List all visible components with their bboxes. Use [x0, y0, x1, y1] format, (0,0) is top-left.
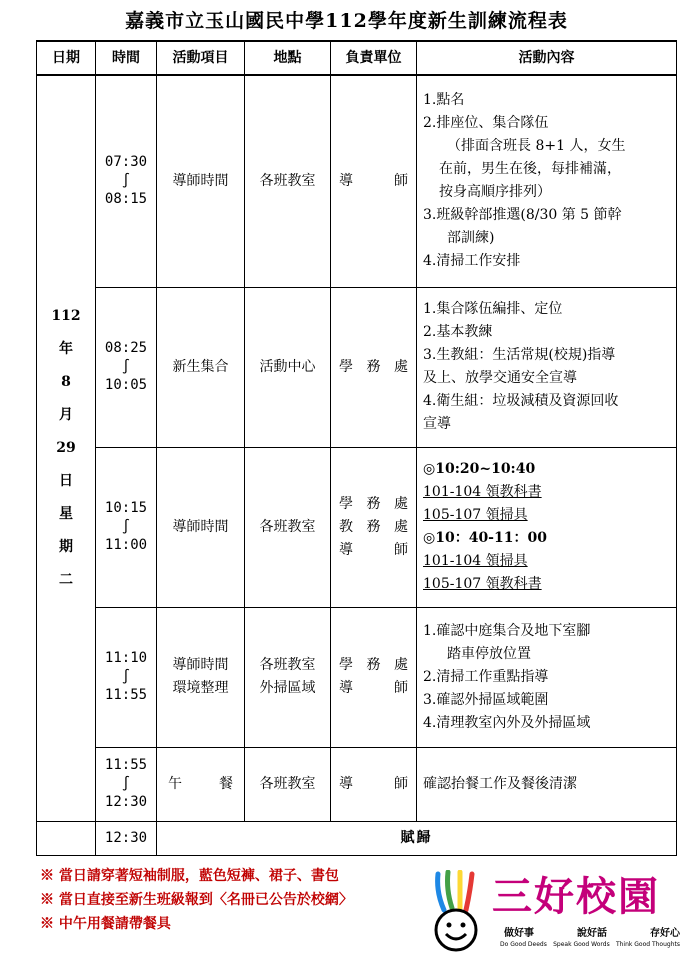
unit-cell — [331, 447, 417, 607]
date-day: 29 — [56, 439, 76, 456]
date-year: 112 — [51, 307, 81, 324]
place-text: 活動中心 — [259, 358, 316, 375]
place-text: 各班教室 — [259, 775, 316, 792]
unit-char: 導 — [339, 172, 353, 189]
content-cell — [417, 75, 677, 287]
table-row — [37, 447, 677, 607]
unit-line — [339, 677, 408, 700]
unit-char: 學 — [339, 358, 353, 375]
content-line: 101-104 領掃具 — [423, 553, 528, 569]
time-end: 12:30 — [104, 794, 148, 810]
notes — [40, 864, 420, 936]
content-cell — [417, 447, 677, 607]
time-cell — [96, 747, 157, 821]
content-line: 101-104 領教科書 — [423, 484, 542, 500]
activity-char: 餐 — [219, 775, 233, 792]
activity-text: 導師時間 — [172, 657, 229, 673]
content-line: 2.排座位、集合隊伍 — [423, 115, 549, 132]
content-line: 3.班級幹部推選(8/30 第 5 節幹 — [423, 207, 622, 224]
motto-en-3: Think Good Thoughts — [615, 941, 680, 948]
content-line: 1.點名 — [423, 92, 465, 109]
time-range-symbol: ∫ — [121, 776, 131, 792]
motto-3: 存好心 — [650, 928, 680, 939]
unit-char: 師 — [394, 541, 408, 558]
unit-char: 務 — [366, 657, 381, 673]
unit-line — [339, 516, 408, 539]
smiley-face-icon — [436, 910, 476, 950]
time-end: 11:00 — [104, 537, 148, 553]
unit-char: 師 — [394, 172, 408, 189]
table-row — [37, 75, 677, 287]
content-line: 4.清掃工作安排 — [423, 253, 521, 270]
time-end: 11:55 — [104, 687, 148, 703]
content-line: 及上、放學交通安全宣導 — [423, 370, 577, 386]
activity-cell — [157, 447, 245, 607]
content-line: 4.衛生組：垃圾減積及資源回收 — [423, 393, 619, 409]
header-unit: 負責單位 — [331, 41, 417, 75]
unit-char: 處 — [394, 495, 408, 512]
content-line: 1.確認中庭集合及地下室腳 — [423, 622, 591, 639]
weekday-value: 二 — [59, 571, 73, 588]
time-start: 10:15 — [104, 500, 148, 516]
content-line: 在前，男生在後，每排補滿， — [439, 161, 621, 178]
place-cell — [245, 75, 331, 287]
content-line: 4.清理教室內外及外掃區域 — [423, 714, 591, 731]
unit-char: 教 — [339, 518, 353, 535]
time-end: 10:05 — [104, 377, 148, 393]
content-line: 按身高順序排列） — [439, 184, 551, 201]
activity-cell — [157, 747, 245, 821]
time-cell — [96, 607, 157, 747]
content-line: （排面含班長 8+1 人，女生 — [447, 138, 626, 155]
place-cell — [245, 607, 331, 747]
motto-en-2: Speak Good Words — [553, 941, 610, 948]
time-range-symbol: ∫ — [121, 669, 131, 685]
content-line: 部訓練) — [447, 230, 495, 247]
unit-line — [339, 773, 408, 796]
logo-text: 三好校園 — [492, 873, 660, 920]
empty-date-cell — [37, 821, 96, 855]
final-time-cell: 12:30 — [96, 821, 157, 855]
unit-line — [339, 356, 408, 379]
header-place: 地點 — [245, 41, 331, 75]
unit-line — [339, 493, 408, 516]
activity-text: 導師時間 — [172, 172, 229, 189]
content-line: 確認抬餐工作及餐後清潔 — [423, 775, 577, 792]
motto-en-1: Do Good Deeds — [500, 941, 547, 948]
unit-char: 務 — [366, 495, 381, 512]
unit-char: 導 — [339, 680, 353, 696]
three-good-campus-logo — [430, 870, 680, 954]
header-content: 活動內容 — [417, 41, 677, 75]
unit-char: 師 — [394, 775, 408, 792]
date-day-label: 日 — [59, 472, 73, 489]
unit-cell — [331, 607, 417, 747]
content-line: 踏車停放位置 — [447, 645, 531, 662]
unit-line — [339, 654, 408, 677]
time-start: 07:30 — [104, 154, 148, 171]
unit-line — [339, 170, 408, 193]
header-activity: 活動項目 — [157, 41, 245, 75]
unit-cell — [331, 287, 417, 447]
date-year-label: 年 — [59, 340, 73, 357]
page-title: 嘉義市立玉山國民中學112學年度新生訓練流程表 — [125, 10, 568, 32]
activity-text: 新生集合 — [172, 358, 229, 375]
unit-char: 導 — [339, 541, 353, 558]
time-start: 11:55 — [104, 757, 148, 773]
content-line: 1.集合隊伍編排、定位 — [423, 301, 563, 317]
motto-1: 做好事 — [504, 928, 534, 939]
place-text: 外掃區域 — [259, 680, 316, 696]
time-range-symbol: ∫ — [121, 359, 131, 375]
place-text: 各班教室 — [259, 172, 316, 189]
ear-blue-icon — [438, 874, 444, 910]
date-month-label: 月 — [59, 406, 73, 423]
time-end: 08:15 — [104, 191, 148, 208]
content-cell — [417, 607, 677, 747]
table-row — [37, 287, 677, 447]
time-cell — [96, 447, 157, 607]
content-line: 2.基本教練 — [423, 324, 493, 340]
place-cell — [245, 747, 331, 821]
content-line: 3.生教組：生活常規(校規)指導 — [423, 347, 616, 363]
time-cell — [96, 75, 157, 287]
time-cell — [96, 287, 157, 447]
activity-text: 導師時間 — [172, 518, 229, 535]
place-text: 各班教室 — [259, 657, 316, 673]
ear-green-icon — [448, 872, 453, 908]
table-header-row — [37, 41, 677, 75]
weekday-label-2: 期 — [59, 538, 73, 555]
dismissal-cell: 賦歸 — [157, 821, 677, 855]
lunch-activity — [160, 773, 241, 796]
time-range-symbol: ∫ — [121, 519, 131, 535]
place-cell — [245, 447, 331, 607]
content-line: 105-107 領掃具 — [423, 507, 528, 523]
unit-char: 務 — [366, 518, 381, 535]
content-line: 105-107 領教科書 — [423, 576, 542, 592]
table-row — [37, 607, 677, 747]
unit-char: 學 — [339, 495, 353, 512]
place-cell — [245, 287, 331, 447]
content-line: ◎10:20~10:40 — [423, 461, 536, 477]
motto-2: 說好話 — [577, 928, 607, 939]
unit-cell — [331, 747, 417, 821]
table-row — [37, 821, 677, 855]
unit-line — [339, 539, 408, 562]
activity-char: 午 — [168, 775, 182, 792]
time-range-symbol: ∫ — [121, 173, 131, 190]
schedule-table — [36, 40, 677, 856]
table-row — [37, 747, 677, 821]
content-line: 2.清掃工作重點指導 — [423, 668, 549, 685]
weekday-label-1: 星 — [59, 505, 73, 522]
activity-cell — [157, 287, 245, 447]
unit-char: 處 — [394, 657, 408, 673]
content-line: 宣導 — [423, 416, 451, 432]
content-line: 3.確認外掃區域範圍 — [423, 691, 549, 708]
content-cell — [417, 747, 677, 821]
activity-text: 環境整理 — [172, 680, 229, 696]
ear-red-icon — [466, 874, 472, 910]
unit-char: 處 — [394, 358, 408, 375]
note-item: ※ 中午用餐請帶餐具 — [40, 916, 171, 932]
place-text: 各班教室 — [259, 518, 316, 535]
activity-cell — [157, 75, 245, 287]
date-month: 8 — [61, 373, 71, 390]
unit-char: 處 — [394, 518, 408, 535]
activity-cell — [157, 607, 245, 747]
unit-char: 導 — [339, 775, 353, 792]
content-cell — [417, 287, 677, 447]
note-item: ※ 當日請穿著短袖制服，藍色短褲、裙子、書包 — [40, 868, 339, 884]
date-cell — [37, 75, 96, 821]
header-time: 時間 — [96, 41, 157, 75]
unit-char: 學 — [339, 657, 353, 673]
unit-char: 師 — [394, 680, 408, 696]
unit-char: 務 — [366, 358, 381, 375]
content-line: ◎10：40-11：00 — [423, 530, 547, 546]
note-item: ※ 當日直接至新生班級報到〈名冊已公告於校網〉 — [40, 892, 353, 908]
header-date: 日期 — [37, 41, 96, 75]
time-start: 08:25 — [104, 340, 148, 356]
time-start: 11:10 — [104, 650, 148, 666]
unit-cell — [331, 75, 417, 287]
